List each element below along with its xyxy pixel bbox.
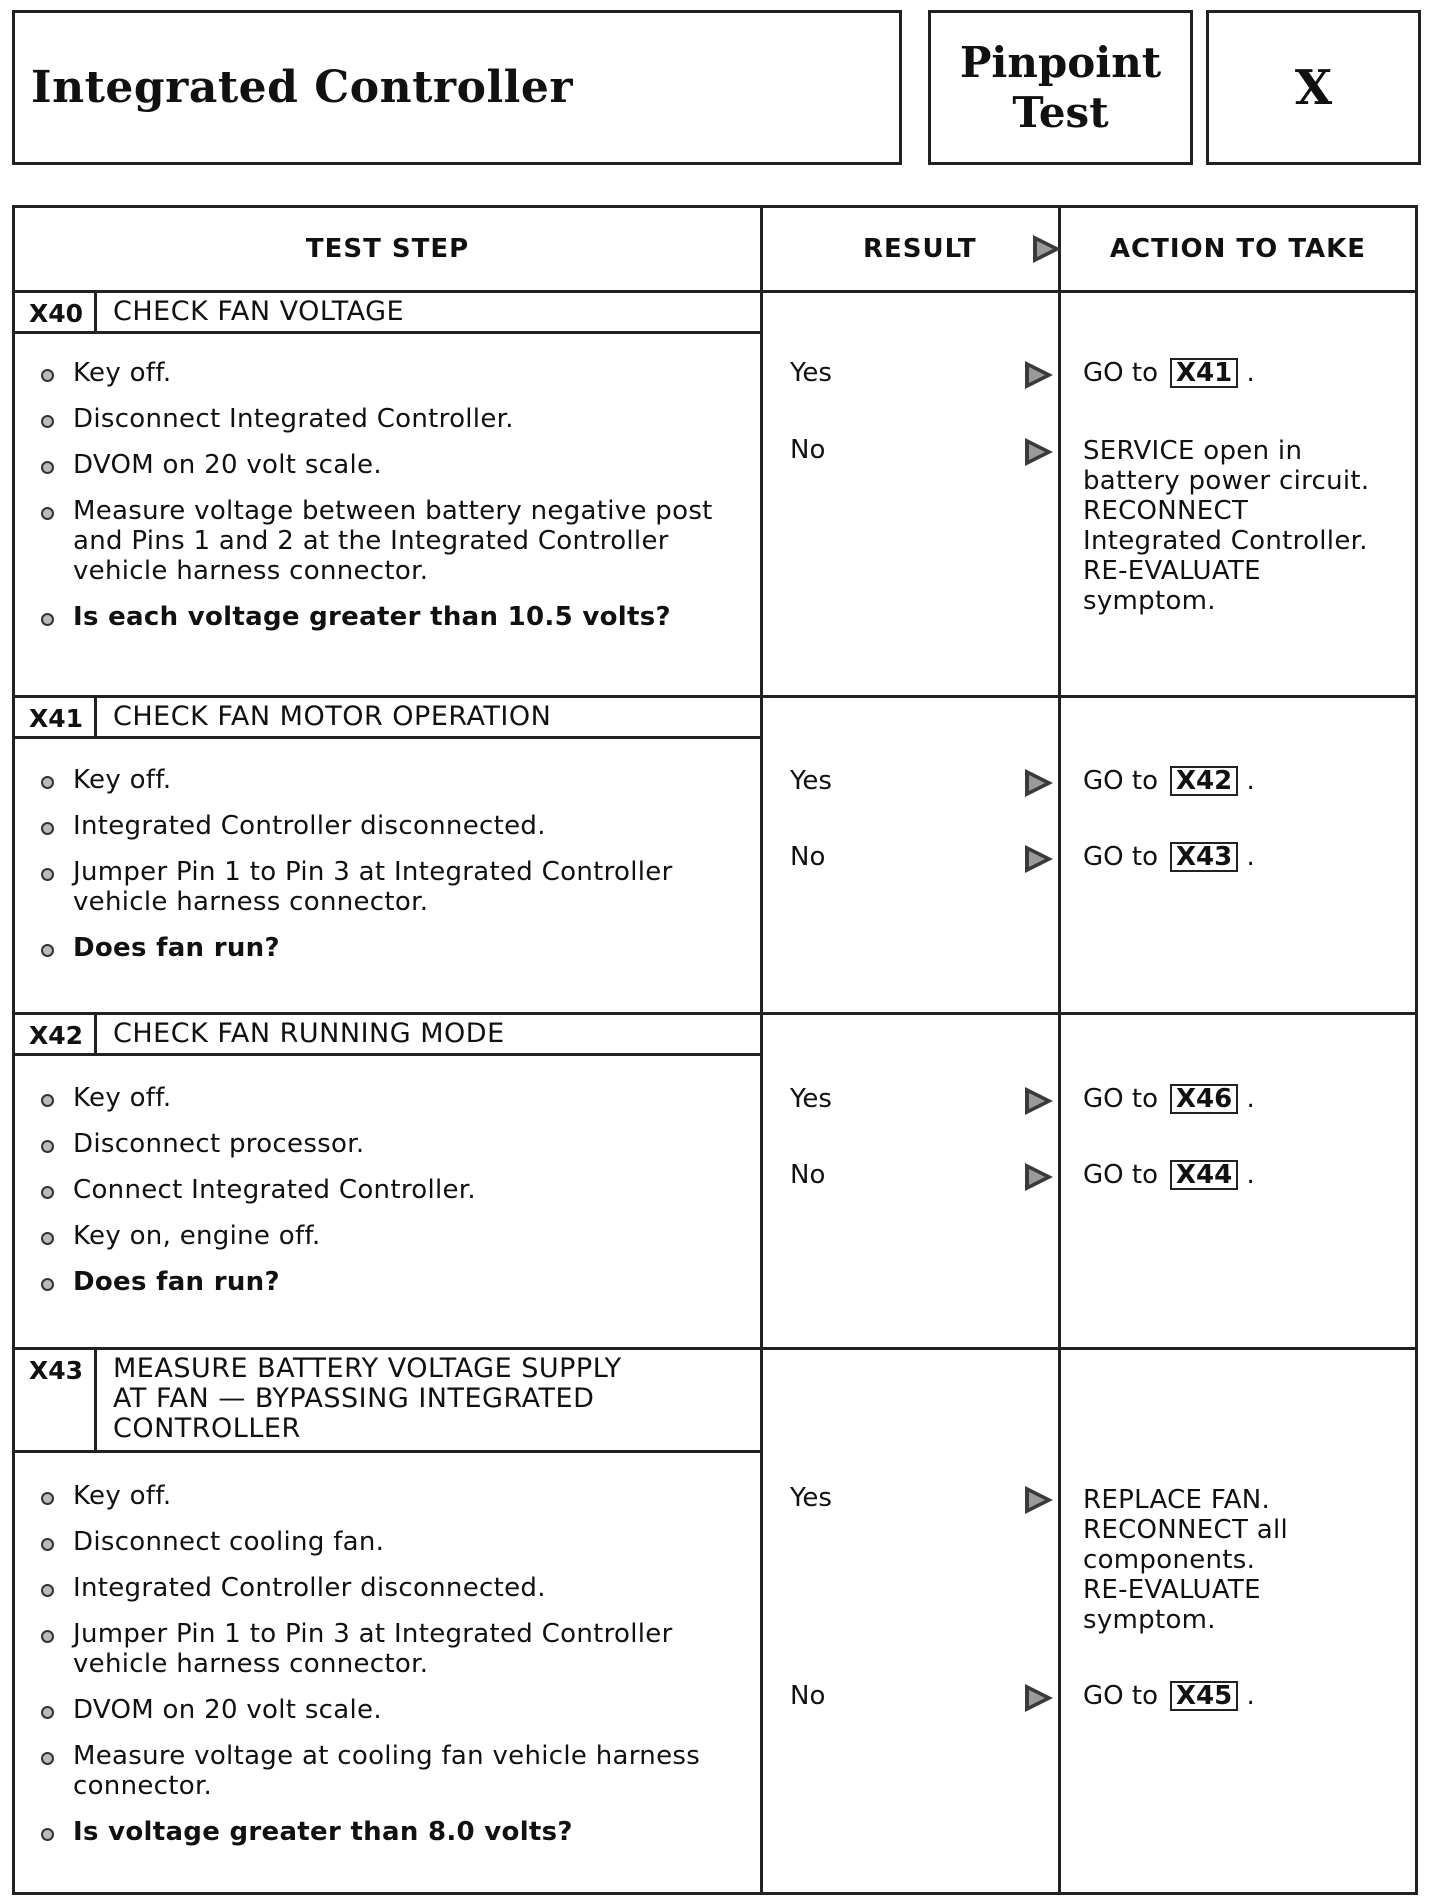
instruction-item: Disconnect Integrated Controller. [37, 404, 737, 434]
arrow-right-icon [1025, 361, 1053, 389]
step-instructions [37, 358, 737, 648]
goto-label: GO to [1083, 766, 1158, 796]
step-id: X42 [15, 1015, 97, 1053]
step-title: MEASURE BATTERY VOLTAGE SUPPLY AT FAN — BYPASSING INTEGRATED CONTROLLER [113, 1353, 622, 1444]
step-question: Does fan run? [37, 1267, 737, 1297]
title-box [12, 10, 902, 165]
step-id: X43 [15, 1350, 97, 1450]
action-text: SERVICE open in battery power circuit. RECONNECT Integrated Controller. RE-EVALUATE symptom. [1083, 436, 1370, 616]
goto-step-ref: X46 [1170, 1084, 1238, 1114]
action-goto: GO to X45 . [1083, 1681, 1255, 1711]
result-no: No [790, 1681, 826, 1711]
step-question: Is voltage greater than 8.0 volts? [37, 1817, 737, 1847]
step-header [15, 1015, 760, 1056]
goto-step-ref: X43 [1170, 842, 1238, 872]
result-no: No [790, 842, 826, 872]
result-yes: Yes [790, 1483, 832, 1513]
instruction-item: Integrated Controller disconnected. [37, 811, 737, 841]
column-header-label: ACTION TO TAKE [1109, 234, 1367, 264]
column-divider [1058, 208, 1061, 1892]
goto-step-ref: X45 [1170, 1681, 1238, 1711]
instruction-item: Connect Integrated Controller. [37, 1175, 737, 1205]
goto-step-ref: X44 [1170, 1160, 1238, 1190]
goto-label: GO to [1083, 358, 1158, 388]
arrow-right-icon [1033, 235, 1061, 263]
instruction-item: Measure voltage at cooling fan vehicle harness connector. [37, 1741, 737, 1801]
pinpoint-test-box [928, 10, 1193, 165]
goto-label: GO to [1083, 842, 1158, 872]
result-yes: Yes [790, 766, 832, 796]
result-yes: Yes [790, 358, 832, 388]
test-letter-box [1206, 10, 1421, 165]
column-divider [760, 208, 763, 1892]
arrow-right-icon [1025, 1684, 1053, 1712]
instruction-item: Disconnect cooling fan. [37, 1527, 737, 1557]
result-no: No [790, 1160, 826, 1190]
instruction-item: Key on, engine off. [37, 1221, 737, 1251]
step-header [15, 1350, 760, 1453]
step-id: X40 [15, 293, 97, 331]
column-header-label: TEST STEP [305, 234, 470, 264]
instruction-item: Key off. [37, 1481, 737, 1511]
action-goto: GO to X43 . [1083, 842, 1255, 872]
instruction-item: Integrated Controller disconnected. [37, 1573, 737, 1603]
instruction-item: Jumper Pin 1 to Pin 3 at Integrated Controller vehicle harness connector. [37, 857, 737, 917]
goto-step-ref: X42 [1170, 766, 1238, 796]
step-header [15, 293, 760, 334]
goto-step-ref: X41 [1170, 358, 1238, 388]
arrow-right-icon [1025, 1087, 1053, 1115]
step-question: Does fan run? [37, 933, 737, 963]
action-text: REPLACE FAN. RECONNECT all components. RE-EVALUATE symptom. [1083, 1485, 1289, 1635]
arrow-right-icon [1025, 769, 1053, 797]
arrow-right-icon [1025, 845, 1053, 873]
column-header-action [1061, 208, 1415, 290]
step-title: CHECK FAN RUNNING MODE [113, 1018, 505, 1049]
result-yes: Yes [790, 1084, 832, 1114]
test-letter: X [1294, 59, 1333, 116]
instruction-item: Key off. [37, 358, 737, 388]
pinpoint-test-table [12, 205, 1418, 1895]
instruction-item: DVOM on 20 volt scale. [37, 1695, 737, 1725]
step-instructions [37, 765, 737, 979]
pinpoint-test-label: Pinpoint Test [959, 37, 1162, 137]
instruction-item: Measure voltage between battery negative post and Pins 1 and 2 at the Integrated Controller vehicle harness connector. [37, 496, 737, 586]
arrow-right-icon [1025, 438, 1053, 466]
action-goto: GO to X46 . [1083, 1084, 1255, 1114]
instruction-item: DVOM on 20 volt scale. [37, 450, 737, 480]
goto-label: GO to [1083, 1681, 1158, 1711]
instruction-item: Key off. [37, 1083, 737, 1113]
instruction-item: Disconnect processor. [37, 1129, 737, 1159]
arrow-right-icon [1025, 1163, 1053, 1191]
column-header-test-step [15, 208, 760, 290]
goto-label: GO to [1083, 1084, 1158, 1114]
action-goto: GO to X44 . [1083, 1160, 1255, 1190]
column-header-result [763, 208, 1058, 290]
instruction-item: Jumper Pin 1 to Pin 3 at Integrated Controller vehicle harness connector. [37, 1619, 737, 1679]
action-goto: GO to X41 . [1083, 358, 1255, 388]
column-header-label: RESULT [863, 234, 977, 264]
goto-label: GO to [1083, 1160, 1158, 1190]
step-id: X41 [15, 698, 97, 736]
step-header [15, 698, 760, 739]
instruction-item: Key off. [37, 765, 737, 795]
step-instructions [37, 1083, 737, 1313]
result-no: No [790, 435, 826, 465]
step-title: CHECK FAN MOTOR OPERATION [113, 701, 552, 732]
step-question: Is each voltage greater than 10.5 volts? [37, 602, 737, 632]
step-title: CHECK FAN VOLTAGE [113, 296, 405, 327]
page-title: Integrated Controller [31, 62, 574, 113]
step-instructions [37, 1481, 737, 1863]
arrow-right-icon [1025, 1486, 1053, 1514]
action-goto: GO to X42 . [1083, 766, 1255, 796]
